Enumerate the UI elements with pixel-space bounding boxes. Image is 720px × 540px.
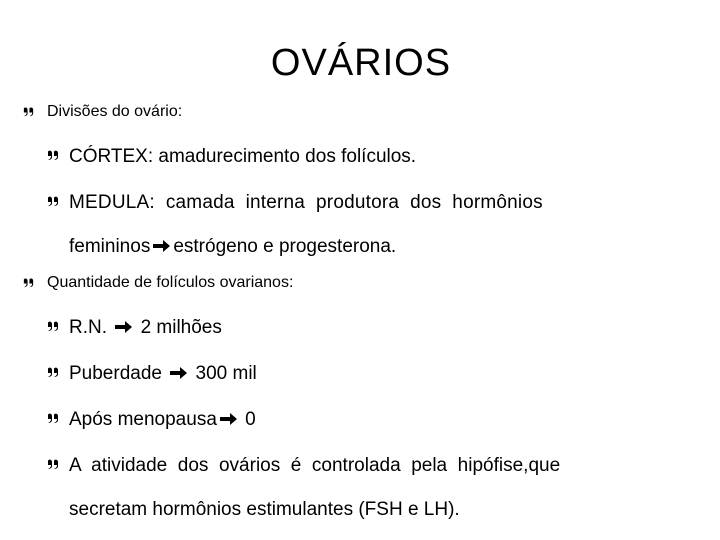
right-arrow-icon (169, 366, 188, 380)
medula-line-2 (69, 225, 672, 269)
list-item-medula (46, 181, 672, 269)
menopausa-label: Após menopausa (69, 409, 217, 430)
fleuron-bullet-icon (22, 277, 35, 290)
fleuron-bullet-icon (46, 458, 60, 472)
atividade-line-2: secretam hormônios estimulantes (FSH e LH). (69, 499, 460, 520)
fleuron-bullet-icon (46, 149, 60, 163)
section-heading-quantidade: Quantidade de folículos ovarianos: (47, 274, 294, 291)
slide-title: OVÁRIOS (270, 42, 452, 84)
fleuron-bullet-icon (46, 412, 60, 426)
atividade-text (69, 444, 672, 532)
right-arrow-icon (152, 239, 171, 253)
right-arrow-icon (219, 412, 238, 426)
medula-line-2-before: femininos (69, 236, 151, 257)
fleuron-bullet-icon (46, 195, 60, 209)
list-item-rn (46, 306, 672, 350)
rn-value: 2 milhões (140, 317, 222, 338)
fleuron-bullet-icon (46, 366, 60, 380)
fleuron-bullet-icon (22, 106, 35, 119)
right-arrow-icon (114, 320, 133, 334)
list-item-puberdade (46, 352, 672, 396)
puberdade-value: 300 mil (195, 363, 257, 384)
bullet-quantidade (22, 274, 293, 292)
list-item-cortex (46, 135, 672, 179)
medula-text (69, 181, 672, 269)
medula-line-1: MEDULA: camada interna produtora dos hormônios (69, 192, 543, 213)
list-item-atividade (46, 444, 672, 532)
fleuron-bullet-icon (46, 320, 60, 334)
cortex-text: CÓRTEX: amadurecimento dos folículos. (69, 146, 417, 167)
bullet-divisoes (22, 103, 182, 121)
menopausa-value: 0 (245, 409, 256, 430)
puberdade-label: Puberdade (69, 363, 162, 384)
section-heading-divisoes: Divisões do ovário: (47, 103, 183, 120)
list-item-menopausa (46, 398, 672, 442)
medula-line-2-after: estrógeno e progesterona. (173, 236, 397, 257)
rn-label: R.N. (69, 317, 107, 338)
atividade-line-1: A atividade dos ovários é controlada pela hipófise,que (69, 455, 561, 476)
